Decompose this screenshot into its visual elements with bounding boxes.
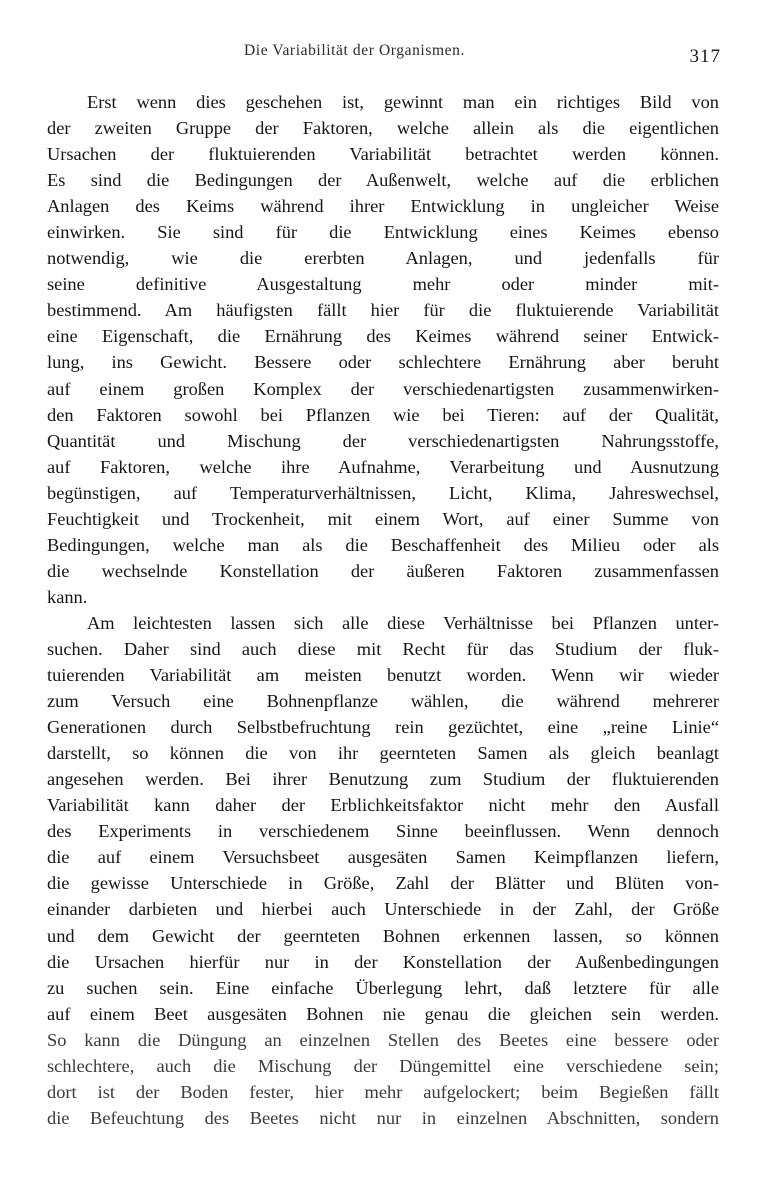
text-line: einander darbieten und hierbei auch Unterschiede in der Zahl, der Größe (47, 899, 719, 920)
text-line: schlechtere, auch die Mischung der Düngemittel eine verschiedene sein; (47, 1055, 719, 1076)
page-number: 317 (689, 46, 721, 67)
text-line: Generationen durch Selbstbefruchtung rein gezüchtet, eine „reine Linie“ (47, 717, 719, 738)
text-line: und dem Gewicht der geernteten Bohnen erkennen lassen, so können (47, 925, 719, 946)
text-line: kann. (47, 586, 88, 607)
text-line: lung, ins Gewicht. Bessere oder schlechtere Ernährung aber beruht (47, 352, 719, 373)
text-line: Feuchtigkeit und Trockenheit, mit einem Wort, auf einer Summe von (47, 508, 719, 529)
text-line: Variabilität kann daher der Erblichkeitsfaktor nicht mehr den Ausfall (47, 795, 719, 816)
text-line: Es sind die Bedingungen der Außenwelt, welche auf die erblichen (47, 170, 719, 191)
text-line: Quantität und Mischung der verschiedenartigsten Nahrungsstoffe, (47, 430, 719, 451)
running-title: Die Variabilität der Organismen. (244, 42, 465, 59)
running-header (0, 42, 765, 66)
text-line: eine Eigenschaft, die Ernährung des Keimes während seiner Entwick- (47, 326, 719, 347)
text-line: auf einem großen Komplex der verschiedenartigsten zusammenwirken- (47, 378, 719, 399)
text-line: begünstigen, auf Temperaturverhältnissen, Licht, Klima, Jahreswechsel, (47, 482, 719, 503)
text-line: Anlagen des Keims während ihrer Entwicklung in ungleicher Weise (47, 196, 719, 217)
text-line: darstellt, so können die von ihr geernteten Samen als gleich beanlagt (47, 743, 719, 764)
text-line: zum Versuch eine Bohnenpflanze wählen, die während mehrerer (47, 691, 719, 712)
text-line: seine definitive Ausgestaltung mehr oder minder mit- (47, 274, 719, 295)
text-line: dort ist der Boden fester, hier mehr aufgelockert; beim Begießen fällt (47, 1081, 719, 1102)
text-line: zu suchen sein. Eine einfache Überlegung lehrt, daß letztere für alle (47, 977, 719, 998)
text-line: auf einem Beet ausgesäten Bohnen nie genau die gleichen sein werden. (47, 1003, 719, 1024)
text-line: des Experiments in verschiedenem Sinne beeinflussen. Wenn dennoch (47, 821, 719, 842)
text-line: die auf einem Versuchsbeet ausgesäten Samen Keimpflanzen liefern, (47, 847, 719, 868)
text-line: tuierenden Variabilität am meisten benutzt worden. Wenn wir wieder (47, 665, 719, 686)
text-line: Erst wenn dies geschehen ist, gewinnt man ein richtiges Bild von (87, 92, 719, 112)
text-line: die Befeuchtung des Beetes nicht nur in einzelnen Abschnitten, sondern (47, 1107, 719, 1128)
text-line: auf Faktoren, welche ihre Aufnahme, Verarbeitung und Ausnutzung (47, 456, 719, 477)
text-line: den Faktoren sowohl bei Pflanzen wie bei Tieren: auf der Qualität, (47, 404, 719, 425)
text-line: notwendig, wie die ererbten Anlagen, und jedenfalls für (47, 248, 719, 269)
text-line: die wechselnde Konstellation der äußeren Faktoren zusammenfassen (47, 560, 719, 581)
text-line: bestimmend. Am häufigsten fällt hier für die fluktuierende Variabilität (47, 300, 719, 321)
text-line: angesehen werden. Bei ihrer Benutzung zum Studium der fluktuierenden (47, 769, 719, 790)
text-line: einwirken. Sie sind für die Entwicklung eines Keimes ebenso (47, 222, 719, 243)
text-line: der zweiten Gruppe der Faktoren, welche allein als die eigentlichen (47, 118, 719, 139)
text-line: Ursachen der fluktuierenden Variabilität betrachtet werden können. (47, 144, 719, 165)
text-line: suchen. Daher sind auch diese mit Recht für das Studium der fluk- (47, 638, 719, 659)
text-line: So kann die Düngung an einzelnen Stellen des Beetes eine bessere oder (47, 1029, 719, 1050)
text-line: die gewisse Unterschiede in Größe, Zahl der Blätter und Blüten von- (47, 873, 719, 894)
text-line: Am leichtesten lassen sich alle diese Verhältnisse bei Pflanzen unter- (87, 612, 719, 633)
text-line: Bedingungen, welche man als die Beschaffenheit des Milieu oder als (47, 534, 719, 555)
text-line: die Ursachen hierfür nur in der Konstellation der Außenbedingungen (47, 951, 719, 972)
body-text (47, 89, 719, 1131)
